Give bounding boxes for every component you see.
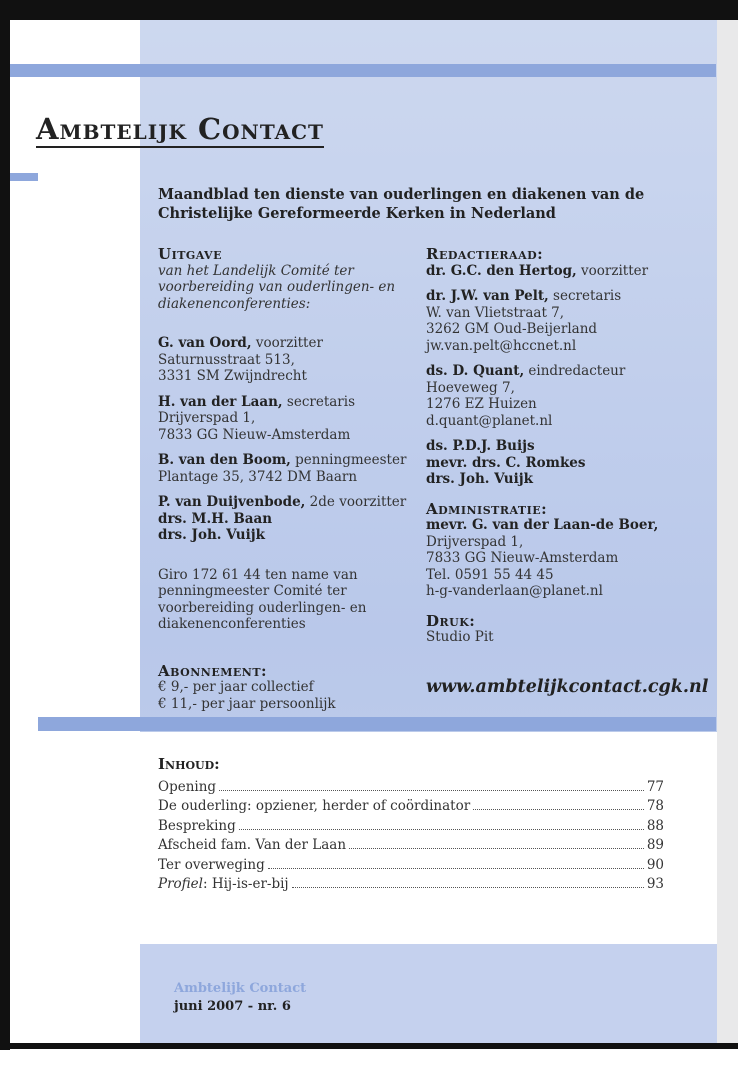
scan-border-left xyxy=(0,20,10,1050)
toc-entry[interactable] xyxy=(158,836,664,855)
person-role: eindredacteur xyxy=(524,363,626,379)
person-name: H. van der Laan, xyxy=(158,393,283,410)
person-role: voorzitter xyxy=(576,262,649,279)
member-name: drs. M.H. Baan xyxy=(158,510,273,527)
middle-accent-band xyxy=(38,717,716,731)
toc-entry-page: 88 xyxy=(646,817,664,834)
person-role: penningmeester xyxy=(290,452,407,468)
dot-leader xyxy=(473,808,644,810)
address-line: 7833 GG Nieuw-Amsterdam xyxy=(426,550,619,566)
giro-info: Giro 172 61 44 ten name van penningmeester Comité ter voorbereiding ouderlingen- en diakenenconferenties xyxy=(158,566,367,632)
address-line: Hoeveweg 7, xyxy=(426,379,515,396)
members-block xyxy=(426,438,711,488)
toc-entry-title: Afscheid fam. Van der Laan xyxy=(158,837,347,854)
address-line: 3331 SM Zwijndrecht xyxy=(158,368,307,384)
member-name: drs. Joh. Vuijk xyxy=(426,471,533,487)
dot-leader xyxy=(292,886,644,888)
magazine-subtitle: Maandblad ten dienste van ouderlingen en diakenen van de Christelijke Gereformeerde Kerken in Nederland xyxy=(158,186,645,222)
address-line: Saturnusstraat 513, xyxy=(158,351,295,368)
person-block xyxy=(426,288,711,354)
address-line: 3262 GM Oud-Beijerland xyxy=(426,321,598,337)
toc-entry-page: 77 xyxy=(646,779,664,795)
inhoud-heading: Inhoud: xyxy=(158,755,220,773)
person-role: secretaris xyxy=(282,393,355,410)
dot-leader xyxy=(239,828,644,830)
abonnement-heading: Abonnement: xyxy=(158,661,268,680)
address-line: Drijverspad 1, xyxy=(158,410,256,426)
person-name: P. van Duijvenbode, xyxy=(158,494,306,510)
toc-entry-title: Ter overweging xyxy=(158,856,265,873)
toc-entry-title: De ouderling: opziener, herder of coördinator xyxy=(158,798,471,815)
scan-border-top xyxy=(0,0,738,20)
toc-entry-category: Profiel xyxy=(158,876,203,893)
member-name: drs. Joh. Vuijk xyxy=(158,527,265,543)
price-line: € 11,- per jaar persoonlijk xyxy=(158,695,336,712)
toc-entry[interactable] xyxy=(158,875,664,894)
price-line: € 9,- per jaar collectief xyxy=(158,679,314,695)
address-line: W. van Vlietstraat 7, xyxy=(426,304,565,321)
phone-line: Tel. 0591 55 44 45 xyxy=(426,566,554,583)
top-accent-band xyxy=(10,64,716,77)
uitgave-column xyxy=(158,246,423,712)
person-block xyxy=(158,394,423,444)
person-role: voorzitter xyxy=(251,335,323,351)
redactieraad-heading: Redactieraad: xyxy=(426,245,544,263)
website-link[interactable]: www.ambtelijkcontact.cgk.nl xyxy=(426,677,709,697)
uitgave-intro: van het Landelijk Comité ter voorbereiding van ouderlingen- en diakenenconferenties: xyxy=(158,262,396,312)
title-underline xyxy=(36,146,324,148)
person-name: ds. D. Quant, xyxy=(426,363,525,379)
person-block xyxy=(426,363,711,429)
toc-entry-page: 90 xyxy=(646,856,664,873)
email-line: d.quant@planet.nl xyxy=(426,412,553,429)
druk-heading: Druk: xyxy=(426,611,476,630)
address-line: 1276 EZ Huizen xyxy=(426,396,537,412)
person-role: secretaris xyxy=(548,288,622,304)
magazine-title: Ambtelijk Contact xyxy=(36,112,324,146)
administratie-heading: Administratie: xyxy=(426,499,548,518)
person-role: 2de voorzitter xyxy=(305,494,407,510)
person-name: dr. J.W. van Pelt, xyxy=(426,288,549,304)
footer-issue: juni 2007 - nr. 6 xyxy=(174,999,291,1014)
person-name: G. van Oord, xyxy=(158,335,252,351)
email-line: h-g-vanderlaan@planet.nl xyxy=(426,583,603,599)
person-block xyxy=(426,263,711,280)
toc-entry-page: 93 xyxy=(646,876,664,893)
toc-entry-page: 78 xyxy=(646,798,664,815)
person-name: mevr. G. van der Laan-de Boer, xyxy=(426,517,659,533)
toc-entry[interactable] xyxy=(158,778,664,797)
toc-entry-title: Profiel: Hij-is-er-bij xyxy=(158,876,289,893)
toc-entry-page: 89 xyxy=(646,837,664,854)
address-line: 7833 GG Nieuw-Amsterdam xyxy=(158,426,351,443)
uitgave-heading: Uitgave xyxy=(158,245,222,263)
person-block xyxy=(158,452,423,485)
email-line: jw.van.pelt@hccnet.nl xyxy=(426,337,577,354)
member-name: mevr. drs. C. Romkes xyxy=(426,454,586,471)
person-block xyxy=(158,335,423,385)
person-block xyxy=(158,494,423,544)
toc-entry-title: Opening xyxy=(158,779,217,795)
redactie-column xyxy=(426,246,711,646)
person-name: dr. G.C. den Hertog, xyxy=(426,262,577,279)
dot-leader xyxy=(349,847,644,849)
toc-entry-title: Bespreking xyxy=(158,817,236,834)
footer-magazine-name: Ambtelijk Contact xyxy=(174,981,307,996)
toc-entry[interactable] xyxy=(158,797,664,816)
left-accent-tab xyxy=(10,173,38,181)
druk-value: Studio Pit xyxy=(426,629,494,645)
next-page-edge xyxy=(716,20,738,1045)
scan-border-bottom xyxy=(0,1043,738,1049)
dot-leader xyxy=(219,789,644,791)
administratie-block xyxy=(426,501,711,600)
address-line: Plantage 35, 3742 DM Baarn xyxy=(158,468,358,485)
address-line: Drijverspad 1, xyxy=(426,533,524,550)
toc-entry[interactable] xyxy=(158,817,664,836)
person-name: B. van den Boom, xyxy=(158,452,291,468)
member-name: ds. P.D.J. Buijs xyxy=(426,438,535,454)
table-of-contents xyxy=(158,778,664,894)
toc-entry[interactable] xyxy=(158,856,664,875)
dot-leader xyxy=(268,867,644,869)
